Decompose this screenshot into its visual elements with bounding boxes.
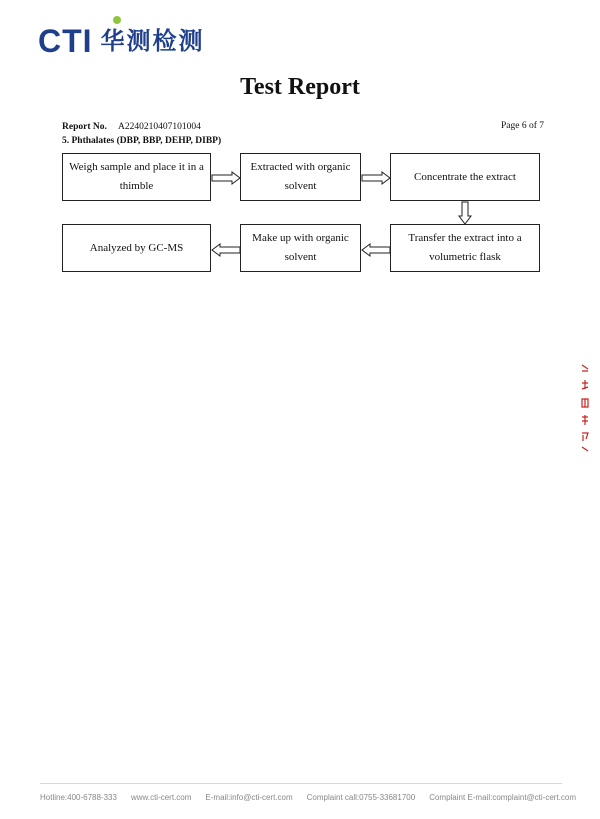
footer-complaint-call: Complaint call:0755-33681700 xyxy=(306,793,416,802)
section-heading: 5. Phthalates (DBP, BBP, DEHP, DIBP) xyxy=(62,136,222,146)
report-number-value: A2240210407101004 xyxy=(118,122,201,132)
flow-step-make-up: Make up with organic solvent xyxy=(240,224,361,272)
flow-step-extract: Extracted with organic solvent xyxy=(240,153,361,201)
arrow-left-icon xyxy=(361,243,391,257)
flow-step-concentrate: Concentrate the extract xyxy=(390,153,540,201)
footer-website: www.cti-cert.com xyxy=(130,793,192,802)
footer-hotline: Hotline:400-6788-333 xyxy=(40,793,117,802)
logo-dot xyxy=(113,16,121,24)
cti-logo xyxy=(38,24,205,58)
footer-email: E-mail:info@cti-cert.com xyxy=(205,793,293,802)
logo-chinese-text: 华测检测 xyxy=(100,27,205,55)
margin-stamp-mark xyxy=(580,363,590,453)
logo-text: CTI xyxy=(38,23,93,59)
page-number: Page 6 of 7 xyxy=(500,121,544,131)
arrow-right-icon xyxy=(361,171,391,185)
footer xyxy=(40,793,577,802)
arrow-down-icon xyxy=(458,201,472,225)
arrow-left-icon xyxy=(211,243,241,257)
arrow-right-icon xyxy=(211,171,241,185)
flow-step-gc-ms: Analyzed by GC-MS xyxy=(62,224,211,272)
page-title: Test Report xyxy=(240,74,360,100)
report-number-label: Report No. xyxy=(62,122,107,132)
footer-complaint-email: Complaint E-mail:complaint@cti-cert.com xyxy=(429,793,577,802)
footer-divider xyxy=(40,783,562,784)
flow-step-transfer: Transfer the extract into a volumetric flask xyxy=(390,224,540,272)
flow-step-weigh-sample: Weigh sample and place it in a thimble xyxy=(62,153,211,201)
